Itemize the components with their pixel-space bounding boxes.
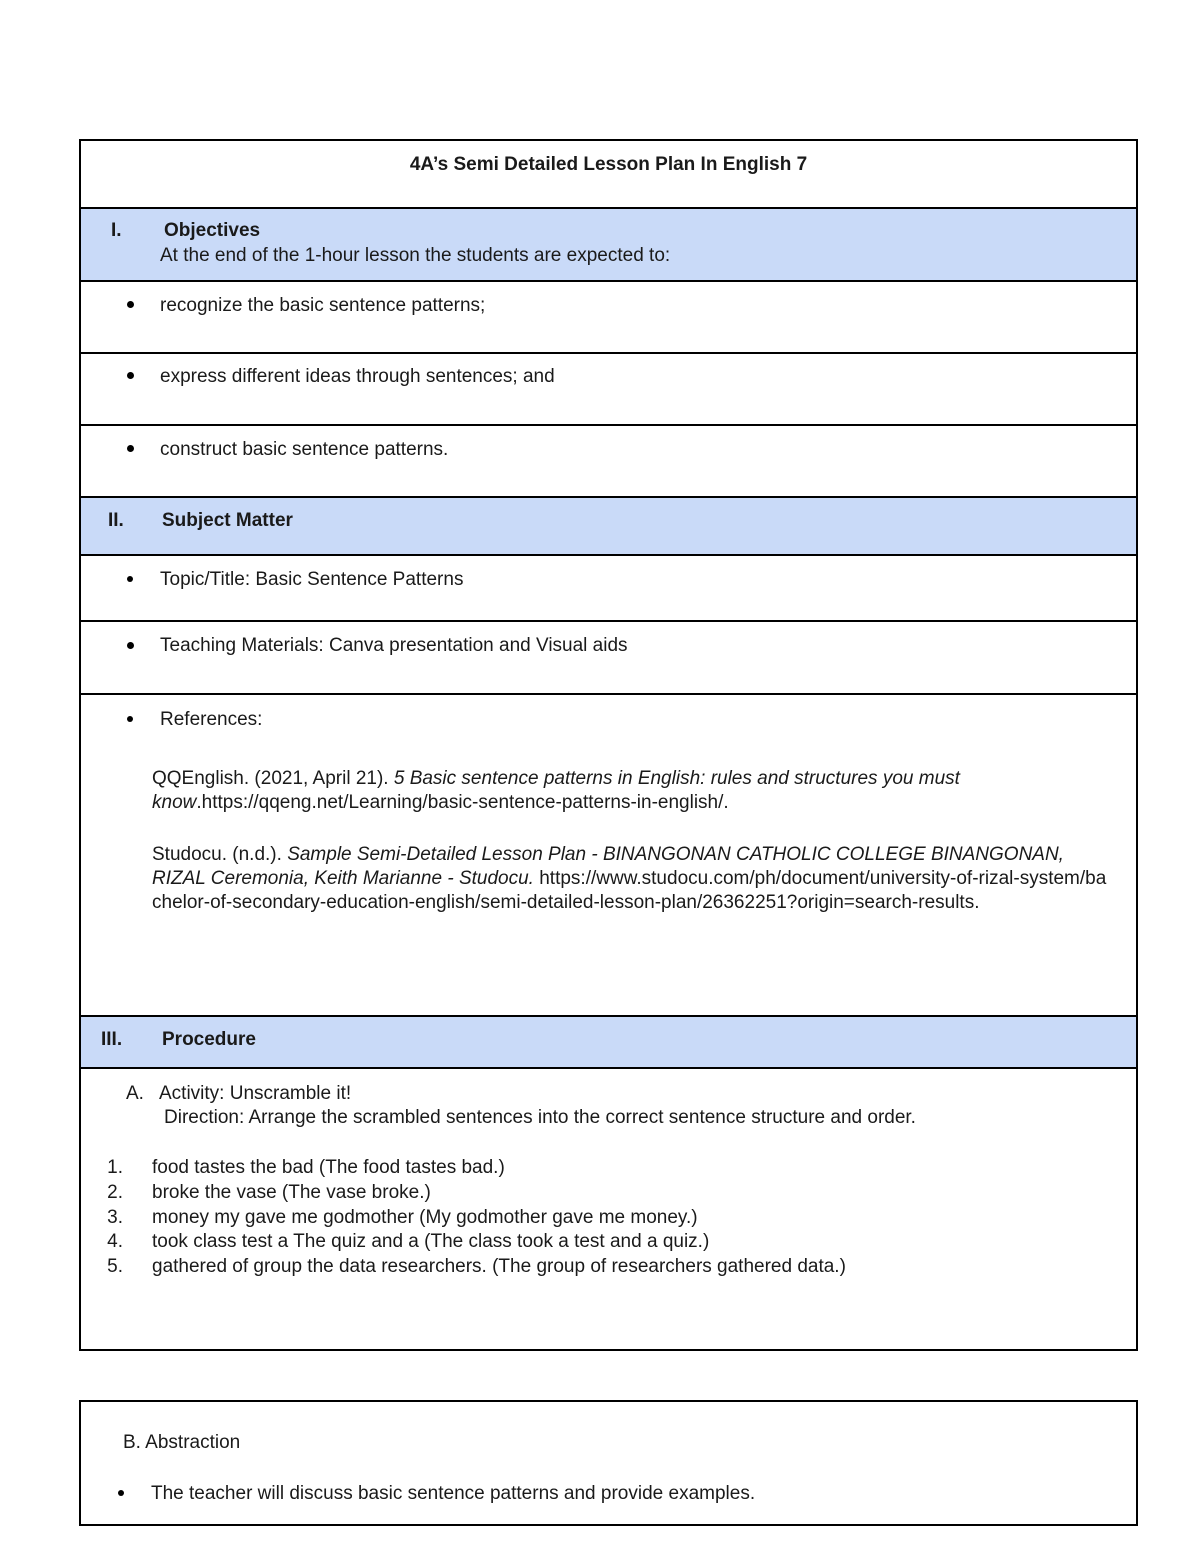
objective-item: construct basic sentence patterns. — [160, 439, 449, 460]
document-title: 4A’s Semi Detailed Lesson Plan In English 7 — [409, 154, 808, 175]
item-number: 5. — [107, 1256, 123, 1277]
reference-tail: https://www.studocu.com/ph/document/university-of-rizal-system/bachelor-of-secondary-education-english/semi-detailed-lesson-plan/26362251?origin=search-results. — [152, 868, 1107, 913]
procedure-numeral: III. — [101, 1029, 123, 1050]
activity-letter: A. — [126, 1083, 144, 1104]
objective-row — [81, 426, 1136, 498]
subject-matter-heading: Subject Matter — [162, 510, 293, 531]
topic-text: Topic/Title: Basic Sentence Patterns — [160, 569, 464, 590]
title-row — [81, 141, 1136, 209]
item-text: broke the vase (The vase broke.) — [152, 1182, 431, 1203]
bullet-icon — [127, 445, 134, 452]
abstraction-heading: B. Abstraction — [123, 1432, 241, 1453]
reference-lead: QQEnglish. (2021, April 21). — [152, 768, 394, 789]
objective-row — [81, 354, 1136, 426]
item-number: 3. — [107, 1207, 123, 1228]
procedure-header-row — [81, 1017, 1136, 1069]
materials-text: Teaching Materials: Canva presentation and Visual aids — [160, 635, 628, 656]
bullet-icon — [127, 301, 134, 308]
bullet-icon — [118, 1490, 124, 1496]
topic-row — [81, 556, 1136, 622]
reference-entry — [152, 767, 1102, 815]
abstraction-item: The teacher will discuss basic sentence patterns and provide examples. — [151, 1483, 756, 1504]
item-number: 2. — [107, 1182, 123, 1203]
reference-tail: .https://qqeng.net/Learning/basic-sentence-patterns-in-english/. — [196, 792, 729, 813]
bullet-icon — [127, 372, 134, 379]
procedure-content-row — [81, 1069, 1136, 1351]
bullet-icon — [127, 576, 133, 582]
item-number: 1. — [107, 1157, 123, 1178]
reference-title: 5 Basic sentence patterns in English: rules and structures you must know — [152, 768, 960, 813]
abstraction-table — [79, 1400, 1138, 1526]
subject-matter-numeral: II. — [108, 510, 124, 531]
materials-row — [81, 622, 1136, 695]
bullet-icon — [127, 716, 133, 722]
procedure-heading: Procedure — [162, 1029, 256, 1050]
item-text: food tastes the bad (The food tastes bad.) — [152, 1157, 505, 1178]
objectives-heading: Objectives — [164, 220, 261, 241]
reference-lead: Studocu. (n.d.). — [152, 844, 288, 865]
activity-direction: Direction: Arrange the scrambled sentences into the correct sentence structure and order. — [164, 1107, 916, 1128]
activity-title: Activity: Unscramble it! — [159, 1083, 352, 1104]
objective-item: express different ideas through sentences; and — [160, 366, 555, 387]
objective-row — [81, 282, 1136, 354]
item-text: money my gave me godmother (My godmother gave me money.) — [152, 1207, 698, 1228]
objective-item: recognize the basic sentence patterns; — [160, 295, 486, 316]
item-text: gathered of group the data researchers. (The group of researchers gathered data.) — [152, 1256, 846, 1277]
objectives-intro: At the end of the 1-hour lesson the students are expected to: — [160, 245, 671, 266]
reference-title: Sample Semi-Detailed Lesson Plan - BINANGONAN CATHOLIC COLLEGE BINANGONAN, RIZAL Ceremonia, Keith Marianne - Studocu. — [152, 844, 1064, 889]
item-text: took class test a The quiz and a (The class took a test and a quiz.) — [152, 1231, 710, 1252]
references-label: References: — [160, 709, 263, 730]
item-number: 4. — [107, 1231, 123, 1252]
bullet-icon — [127, 642, 134, 649]
subject-matter-header-row — [81, 498, 1136, 556]
reference-entry — [152, 843, 1107, 915]
objectives-numeral: I. — [111, 220, 122, 241]
lesson-plan-table — [79, 139, 1138, 1351]
objectives-header-row — [81, 209, 1136, 282]
references-row — [81, 695, 1136, 1017]
